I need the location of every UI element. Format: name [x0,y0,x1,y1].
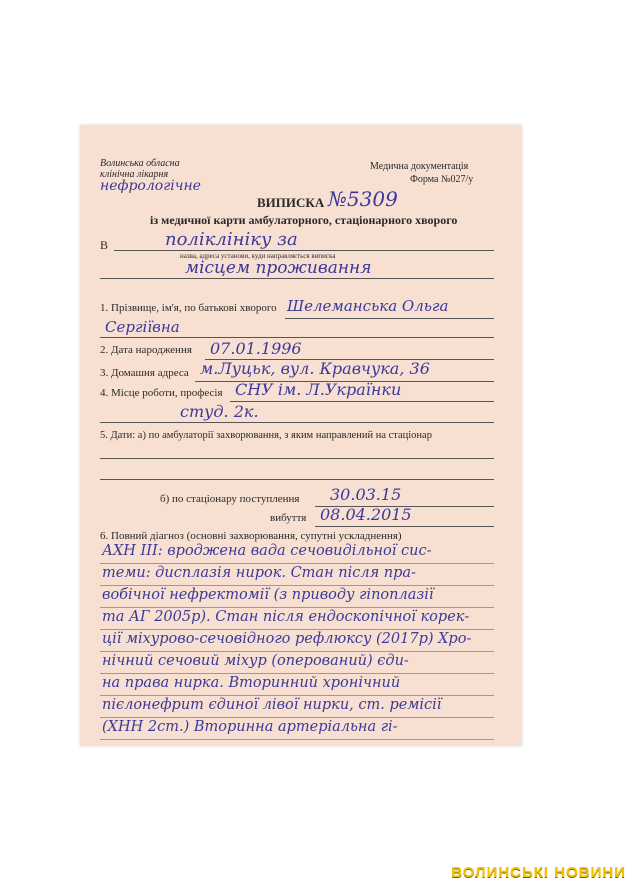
diagnosis-line: АХН III: вроджена вада сечовидільної сис- [102,543,432,559]
org-line-1: Волинська обласна [100,158,180,169]
field-4-label: 4. Місце роботи, професія [100,387,223,399]
field-5-label: 5. Дати: а) по амбулаторії захворювання, з яким направлений на стаціонар [100,430,432,441]
diagnosis-rule [100,585,494,586]
diagnosis-line: на права нирка. Вторинний хронічний [102,675,401,691]
field-5-line-2 [100,479,494,480]
form-number: Форма №027/у [410,174,474,185]
diagnosis-line: (ХНН 2ст.) Вторинна артеріальна гі- [102,719,398,735]
diagnosis-line: пієлонефрит єдиної лівої нирки, ст. ремісії [102,697,442,713]
recipient-line-2: місцем проживання [185,258,372,278]
field-4-underline-2 [100,422,494,423]
diagnosis-rule [100,673,494,674]
department-handwritten: нефрологічне [100,178,201,194]
diagnosis-rule [100,651,494,652]
doc-type: Медична документація [370,161,469,172]
patient-patronymic: Сергіївна [105,318,180,336]
field-3-label: 3. Домашня адреса [100,367,189,379]
diagnosis-line: вобічної нефректомії (з приводу гіпоплазії [102,587,434,603]
diagnosis-rule [100,563,494,564]
field-2-label: 2. Дата народження [100,344,192,356]
patient-name: Шелеманська Ольга [287,297,449,315]
recipient-underline-2 [100,278,494,279]
field-4-underline [230,401,494,402]
diagnosis-rule [100,607,494,608]
birth-date: 07.01.1996 [210,339,302,358]
recipient-caption: назва, адреса установи, куди направляється виписка [180,252,336,260]
discharge-date: 08.04.2015 [320,505,412,524]
title-subtitle: із медичної карти амбулаторного, стаціонарного хворого [150,213,458,227]
diagnosis-rule [100,717,494,718]
field-5c-label: вибуття [270,512,307,524]
form-sheet [80,125,522,746]
field-5-line-1 [100,458,494,459]
field-5c-underline [315,526,494,527]
title-word: ВИПИСКА [257,195,325,210]
diagnosis-line: теми: дисплазія нирок. Стан після пра- [102,565,416,581]
diagnosis-rule [100,695,494,696]
recipient-line-1: поліклініку за [165,229,298,250]
admission-date: 30.03.15 [330,485,402,504]
recipient-underline-1 [114,250,494,251]
field-1-underline [285,318,494,319]
field-5b-label: б) по стаціонару поступлення [160,493,300,505]
extract-number: №5309 [328,187,398,211]
diagnosis-rule [100,629,494,630]
profession: студ. 2к. [180,402,259,421]
news-watermark: ВОЛИНСЬКІ НОВИНИ [451,864,626,881]
field-6-label: 6. Повний діагноз (основні захворювання, супутні ускладнення) [100,530,402,542]
diagnosis-line: ції міхурово-сечовідного рефлюксу (2017р) Хро- [102,631,472,647]
org-line-2: клінічна лікарня [100,169,169,180]
home-address: м.Луцьк, вул. Кравчука, 36 [200,359,430,378]
diagnosis-rule [100,739,494,740]
to-prefix: В [100,238,109,252]
field-1-underline-2 [100,337,494,338]
workplace: СНУ ім. Л.Українки [235,380,402,399]
diagnosis-line: та АГ 2005р). Стан після ендоскопічної корек- [102,609,470,625]
diagnosis-line: нічний сечовий міхур (оперований) єди- [102,653,409,669]
field-1-label: 1. Прізвище, ім'я, по батькові хворого [100,302,277,314]
